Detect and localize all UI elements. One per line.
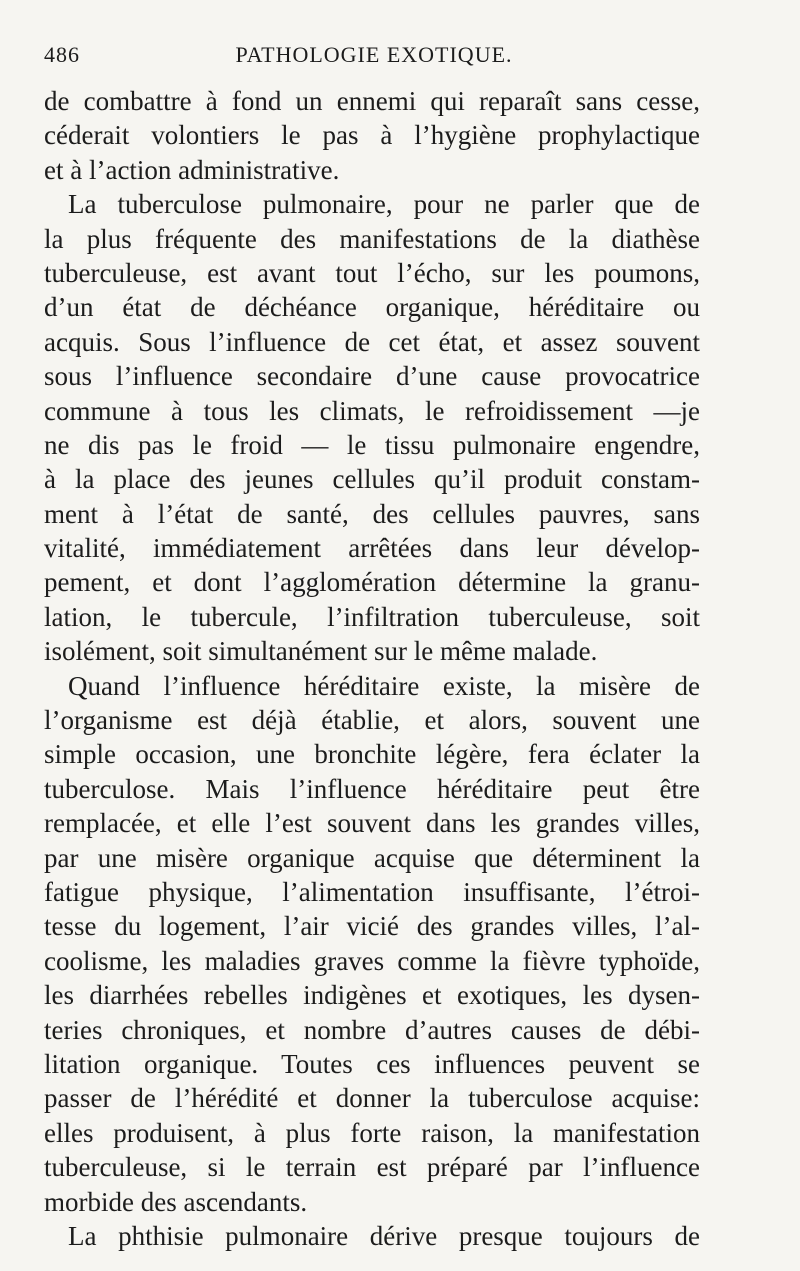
text-line: fatigue physique, l’alimentation insuffisante, l’étroi- (44, 876, 700, 907)
text-line: l’organisme est déjà établie, et alors, souvent une (44, 705, 700, 736)
text-line: d’un état de déchéance organique, héréditaire ou (44, 292, 700, 323)
text-line: La tuberculose pulmonaire, pour ne parler que de (68, 189, 700, 220)
text-line: tuberculose. Mais l’influence héréditaire peut être (44, 773, 700, 804)
text-line: pement, et dont l’agglomération détermine la granu- (44, 567, 700, 598)
page-number: 486 (44, 42, 80, 67)
text-line: ne dis pas le froid — le tissu pulmonaire engendre, (44, 429, 700, 460)
text-line: vitalité, immédiatement arrêtées dans leur dévelop- (44, 533, 700, 564)
text-line: remplacée, et elle l’est souvent dans les grandes villes, (44, 808, 700, 839)
text-line: simple occasion, une bronchite légère, fera éclater la (44, 739, 700, 770)
text-line: coolisme, les maladies graves comme la fièvre typhoïde, (44, 945, 700, 976)
text-line: et à l’action administrative. (44, 154, 340, 185)
text-line: ment à l’état de santé, des cellules pauvres, sans (44, 498, 700, 529)
text-line: à la place des jeunes cellules qu’il produit constam- (44, 464, 700, 495)
text-line: de combattre à fond un ennemi qui reparaît sans cesse, (44, 86, 700, 116)
text-line: sous l’influence secondaire d’une cause provocatrice (44, 361, 700, 392)
text-line: passer de l’hérédité et donner la tuberculose acquise: (44, 1083, 700, 1114)
text-line: lation, le tubercule, l’infiltration tuberculeuse, soit (44, 601, 700, 632)
page-header (44, 42, 704, 72)
text-line: La phthisie pulmonaire dérive presque toujours de (68, 1220, 700, 1251)
text-line: litation organique. Toutes ces influences peuvent se (44, 1048, 700, 1079)
body-text (44, 84, 700, 1253)
text-line: tuberculeuse, si le terrain est préparé par l’influence (44, 1152, 700, 1183)
running-title: PATHOLOGIE EXOTIQUE. (235, 42, 513, 67)
text-line: morbide des ascendants. (44, 1186, 308, 1217)
text-line: la plus fréquente des manifestations de la diathèse (44, 223, 700, 254)
text-line: par une misère organique acquise que déterminent la (44, 842, 700, 873)
text-line: teries chroniques, et nombre d’autres causes de débi- (44, 1014, 700, 1045)
text-line: les diarrhées rebelles indigènes et exotiques, les dysen- (44, 980, 700, 1011)
text-line: Quand l’influence héréditaire existe, la misère de (68, 670, 700, 701)
text-line: tuberculeuse, est avant tout l’écho, sur les poumons, (44, 257, 700, 288)
text-line: isolément, soit simultanément sur le même malade. (44, 636, 598, 667)
text-line: commune à tous les climats, le refroidissement —je (44, 395, 700, 426)
text-line: tesse du logement, l’air vicié des grandes villes, l’al- (44, 911, 700, 942)
text-line: acquis. Sous l’influence de cet état, et assez souvent (44, 326, 700, 357)
text-line: elles produisent, à plus forte raison, la manifestation (44, 1117, 700, 1148)
text-line: céderait volontiers le pas à l’hygiène prophylactique (44, 120, 700, 151)
